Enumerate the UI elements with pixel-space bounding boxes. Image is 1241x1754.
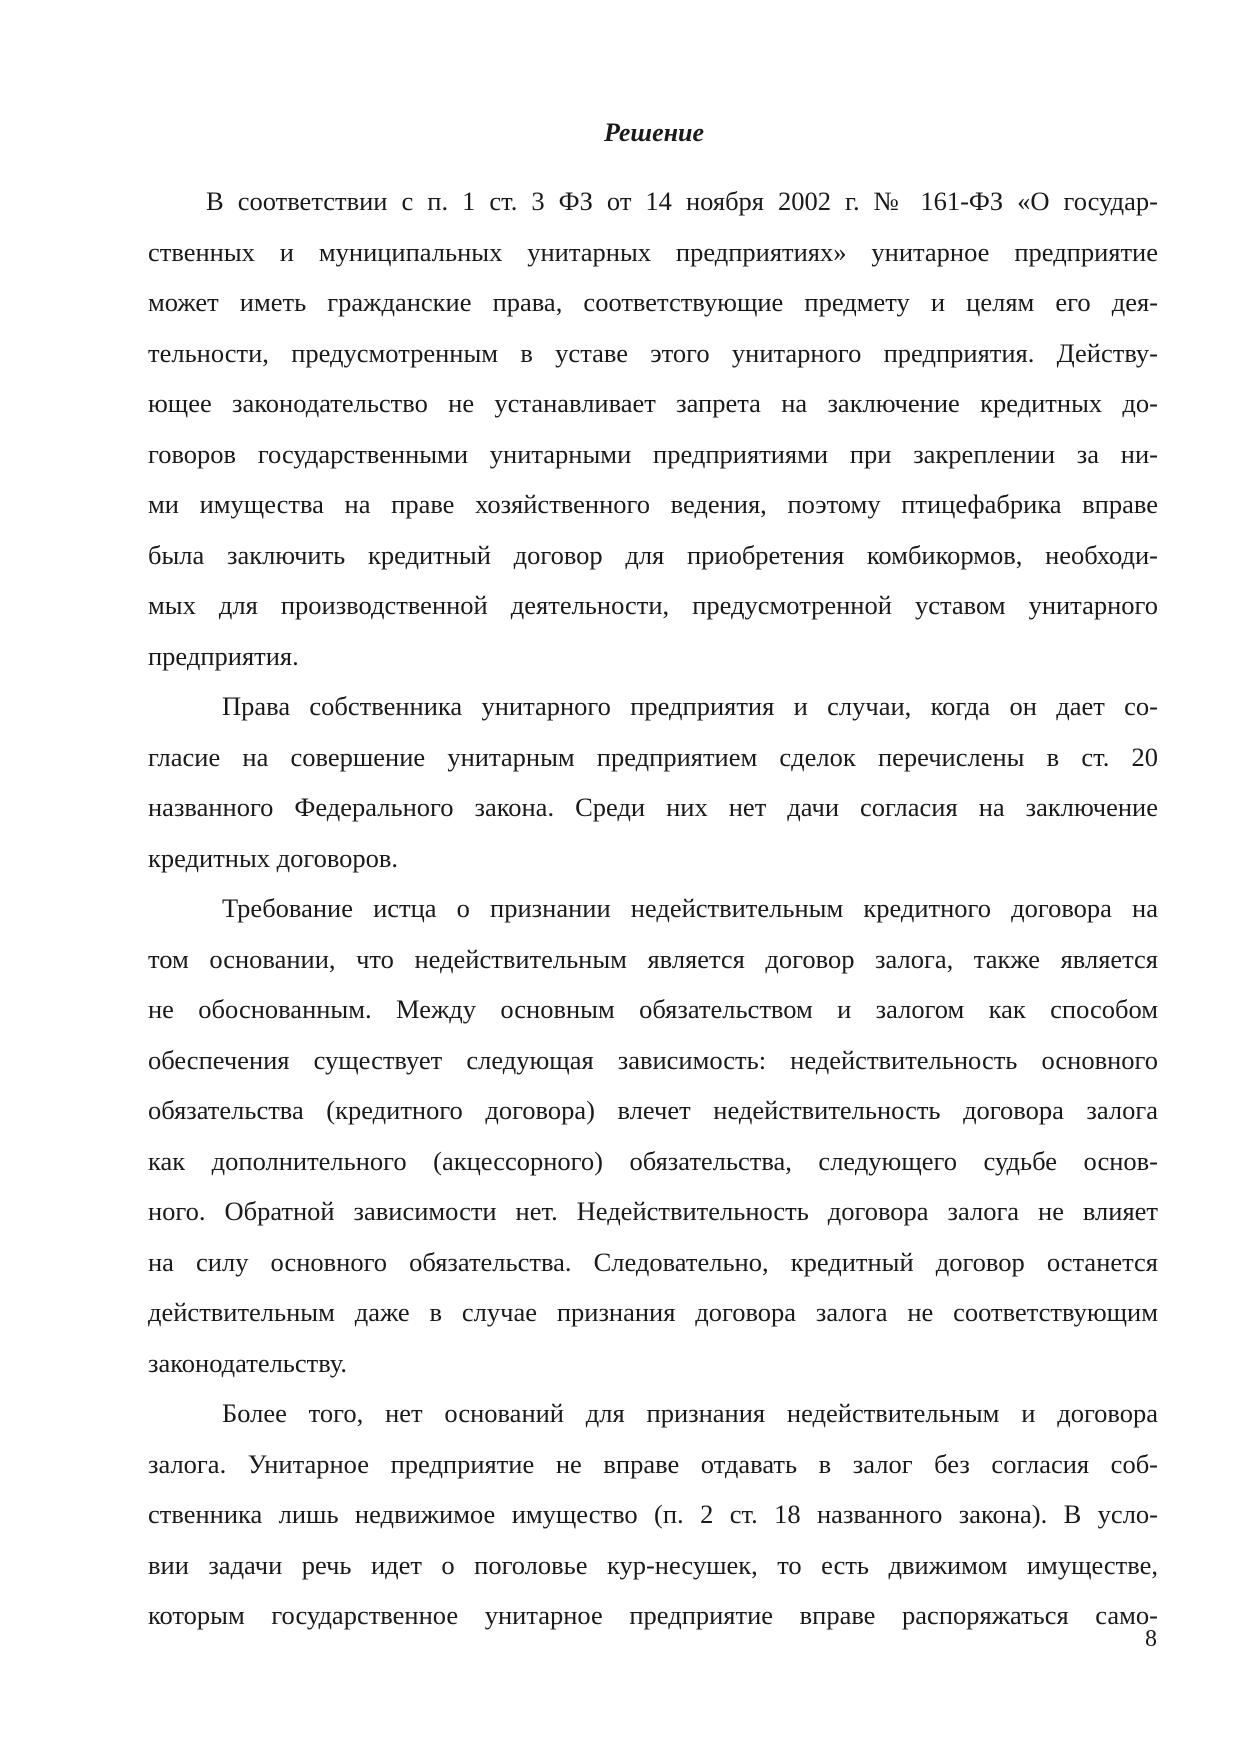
text-line: гласие на совершение унитарным предприятием сделок перечислены в ст. 20 xyxy=(148,741,1158,772)
page-title: Решение xyxy=(603,118,705,147)
text-line: том основании, что недействительным является договор залога, также является xyxy=(148,943,1158,974)
text-line: Более того, нет оснований для признания недействительным и договора xyxy=(222,1398,1158,1428)
paragraph-3 xyxy=(148,883,1158,1388)
text-line: кредитных договоров. xyxy=(148,842,399,873)
text-line: названного Федерального закона. Среди них нет дачи согласия на заключение xyxy=(148,792,1158,822)
text-line: ющее законодательство не устанавливает запрета на заключение кредитных до- xyxy=(148,388,1158,418)
text-line: ственника лишь недвижимое имущество (п. 2 ст. 18 названного закона). В усло- xyxy=(148,1499,1158,1529)
text-line: может иметь гражданские права, соответствующие предмету и целям его дея- xyxy=(148,287,1158,317)
paragraph-2 xyxy=(148,681,1158,883)
text-line: вии задачи речь идет о поголовье кур-несушек, то есть движимом имуществе, xyxy=(148,1549,1158,1580)
text-line: действительным даже в случае признания договора залога не соответствующим xyxy=(148,1297,1158,1327)
text-line: была заключить кредитный договор для приобретения комбикормов, необходи- xyxy=(148,539,1158,570)
text-line: как дополнительного (акцессорного) обязательства, следующего судьбе основ- xyxy=(148,1145,1158,1176)
text-line: предприятия. xyxy=(148,640,299,671)
paragraph-4 xyxy=(148,1388,1158,1641)
text-line: обязательства (кредитного договора) влечет недействительность договора залога xyxy=(148,1095,1158,1125)
page-number: 8 xyxy=(1145,1626,1157,1652)
text-line: на силу основного обязательства. Следовательно, кредитный договор останется xyxy=(148,1246,1158,1277)
text-line: мых для производственной деятельности, предусмотренной уставом унитарного xyxy=(148,590,1158,620)
paragraph-1 xyxy=(148,176,1158,681)
text-line: залога. Унитарное предприятие не вправе отдавать в залог без согласия соб- xyxy=(148,1448,1158,1479)
text-line: ми имущества на праве хозяйственного ведения, поэтому птицефабрика вправе xyxy=(148,489,1158,519)
text-line: которым государственное унитарное предприятие вправе распоряжаться само- xyxy=(148,1600,1158,1630)
text-line: обеспечения существует следующая зависимость: недействительность основного xyxy=(148,1044,1158,1075)
text-line: тельности, предусмотренным в уставе этого унитарного предприятия. Действу- xyxy=(148,337,1158,368)
text-line: ственных и муниципальных унитарных предприятиях» унитарное предприятие xyxy=(148,236,1158,267)
text-line: не обоснованным. Между основным обязательством и залогом как способом xyxy=(148,994,1158,1024)
text-line: Требование истца о признании недействительным кредитного договора на xyxy=(222,893,1158,923)
document-body xyxy=(148,176,1158,1641)
text-line: ного. Обратной зависимости нет. Недействительность договора залога не влияет xyxy=(148,1196,1158,1226)
text-line: В соответствии с п. 1 ст. 3 ФЗ от 14 ноября 2002 г. № 161-ФЗ «О государ- xyxy=(206,186,1158,216)
text-line: законодательству. xyxy=(148,1347,348,1378)
text-line: говоров государственными унитарными предприятиями при закреплении за ни- xyxy=(148,438,1158,469)
text-line: Права собственника унитарного предприятия и случаи, когда он дает со- xyxy=(222,691,1158,721)
